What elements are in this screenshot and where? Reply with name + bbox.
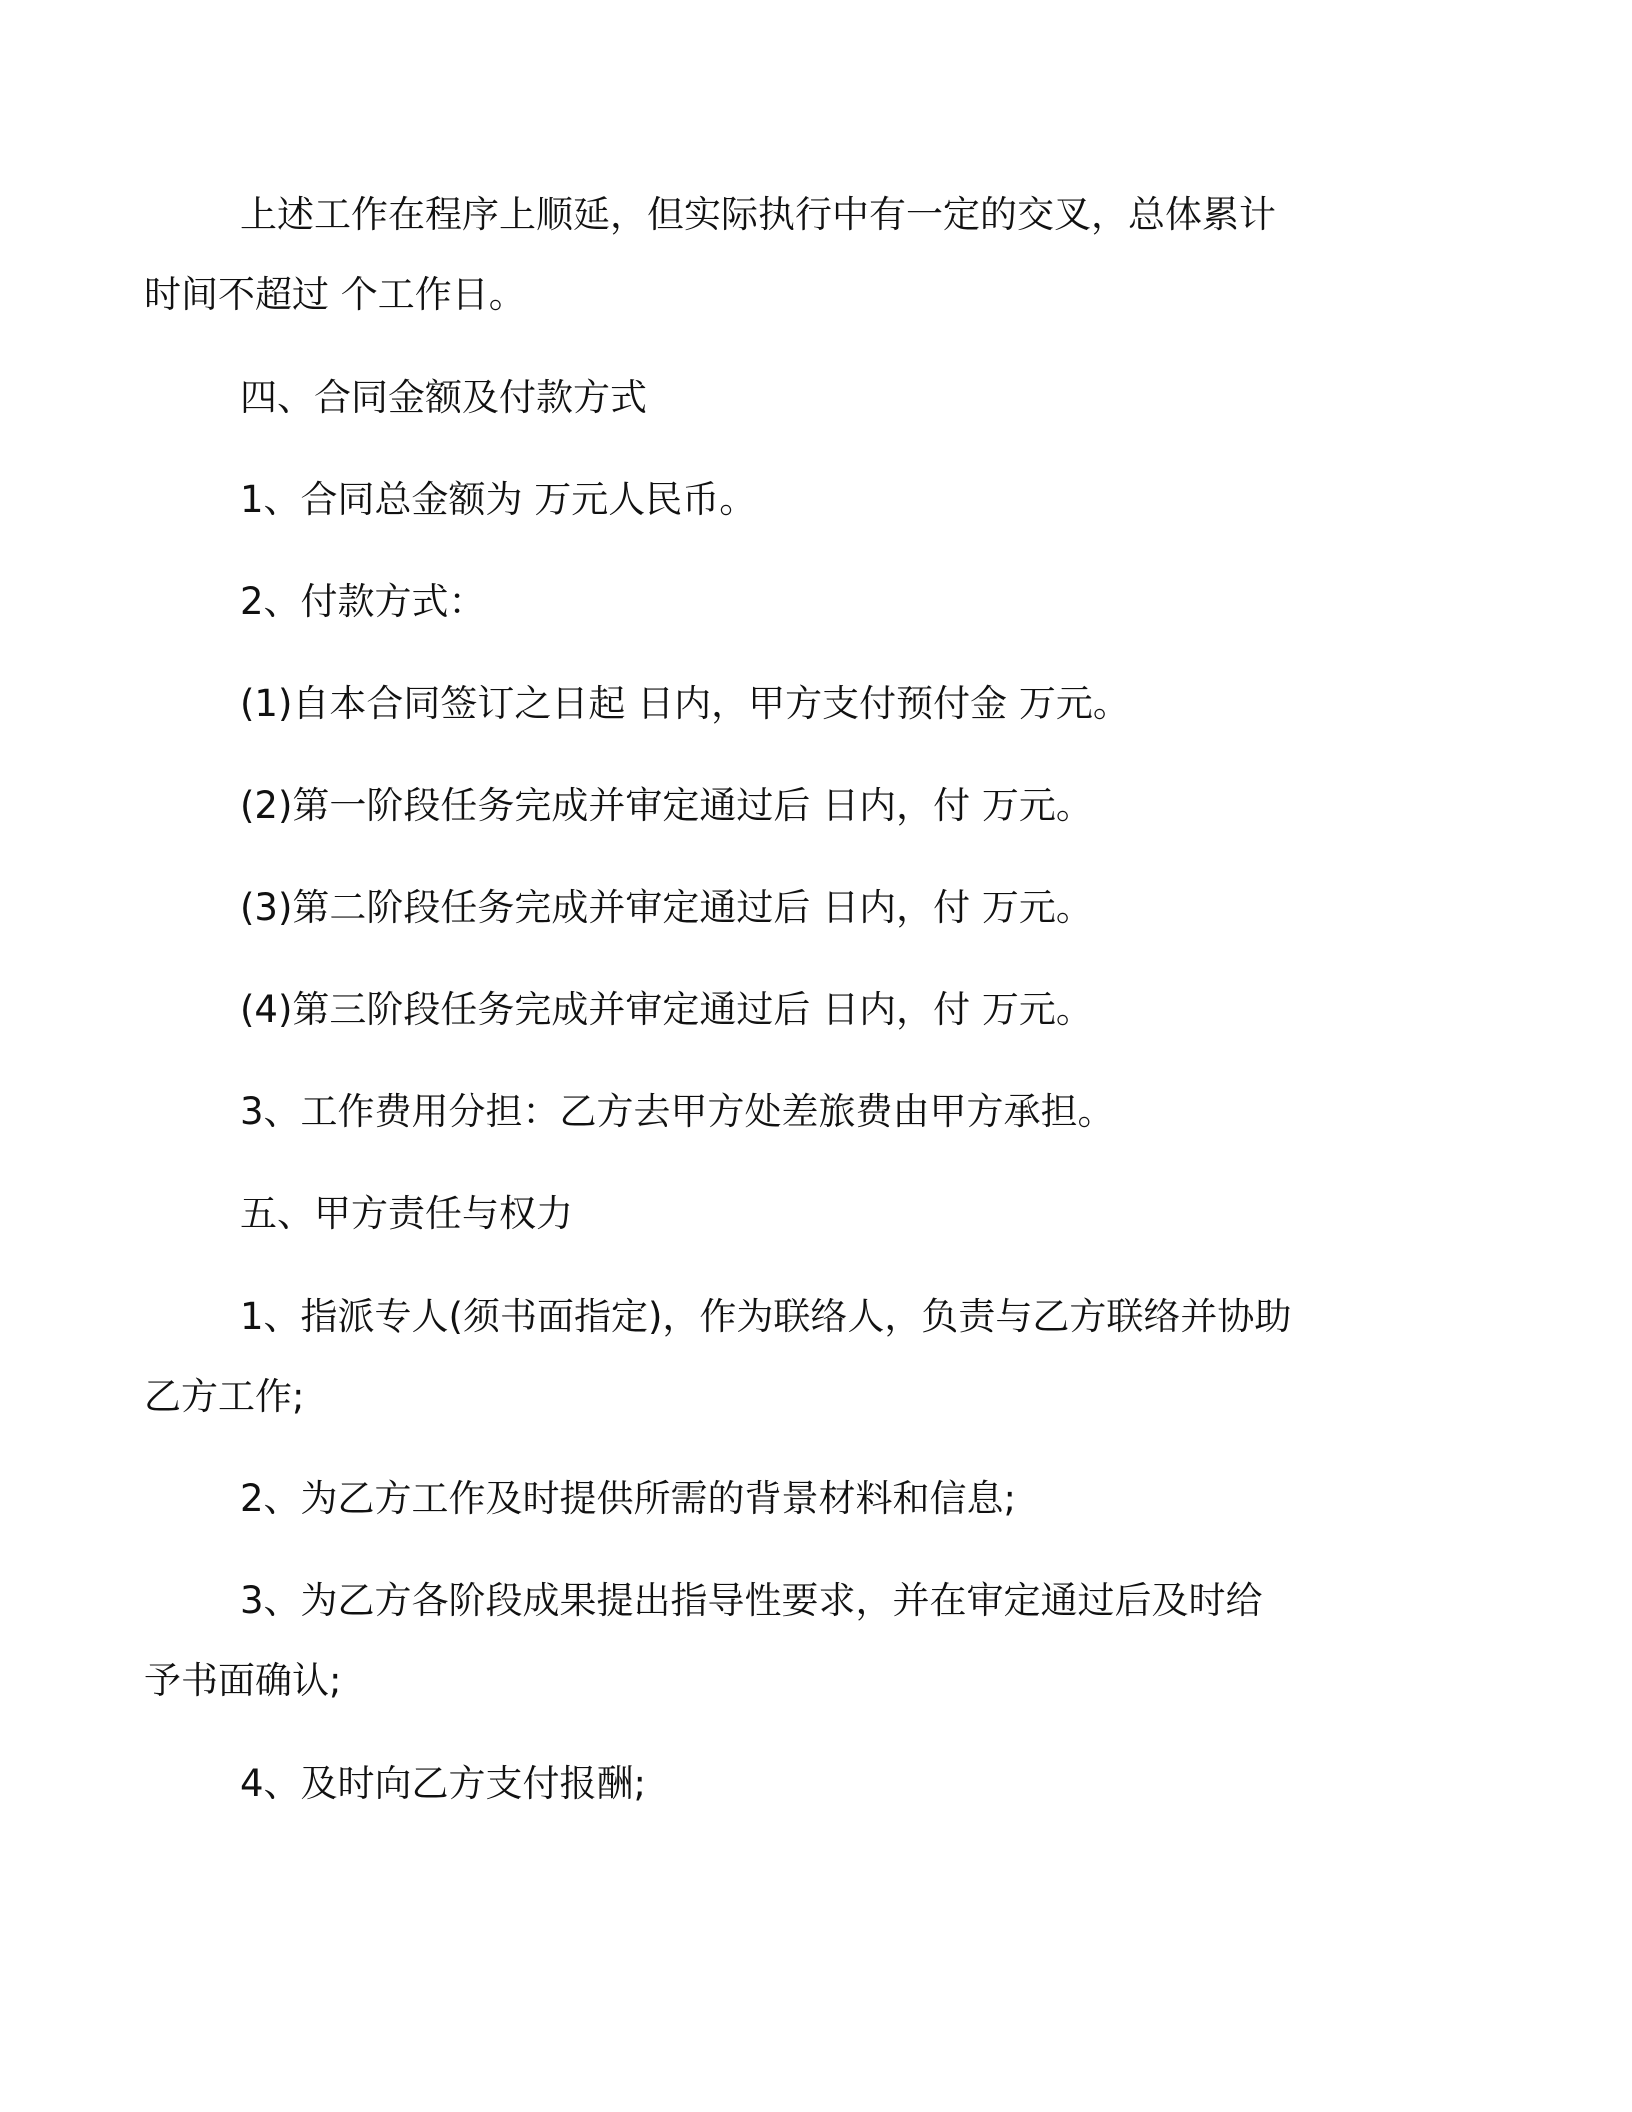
paragraph-line: 1、指派专人(须书面指定)，作为联络人，负责与乙方联络并协助 bbox=[240, 1295, 1292, 1338]
paragraph-party-a-duty-3 bbox=[144, 1561, 1420, 1721]
paragraph-total-amount bbox=[240, 460, 1420, 540]
paragraph-party-a-duty-1 bbox=[144, 1277, 1420, 1437]
paragraph-payment-method bbox=[240, 562, 1420, 642]
paragraph-line: (2)第一阶段任务完成并审定通过后 日内，付 万元。 bbox=[240, 784, 1093, 827]
paragraph-line: 2、付款方式： bbox=[240, 580, 486, 623]
section-heading-party-a-duties bbox=[240, 1174, 1420, 1254]
paragraph-schedule-summary bbox=[144, 175, 1420, 335]
paragraph-cost-sharing bbox=[240, 1072, 1420, 1152]
paragraph-payment-item-1 bbox=[240, 664, 1420, 744]
paragraph-party-a-duty-2 bbox=[240, 1459, 1420, 1539]
paragraph-payment-item-2 bbox=[240, 766, 1420, 846]
paragraph-line: (1)自本合同签订之日起 日内，甲方支付预付金 万元。 bbox=[240, 682, 1130, 725]
paragraph-line: 乙方工作; bbox=[144, 1375, 305, 1418]
paragraph-line: 3、为乙方各阶段成果提出指导性要求，并在审定通过后及时给 bbox=[240, 1579, 1263, 1622]
paragraph-line: 1、合同总金额为 万元人民币。 bbox=[240, 478, 757, 521]
paragraph-line: (4)第三阶段任务完成并审定通过后 日内，付 万元。 bbox=[240, 988, 1093, 1031]
paragraph-line: 2、为乙方工作及时提供所需的背景材料和信息; bbox=[240, 1477, 1017, 1520]
paragraph-party-a-duty-4 bbox=[240, 1744, 1420, 1824]
section-heading-text: 五、甲方责任与权力 bbox=[240, 1192, 573, 1235]
paragraph-line: 时间不超过 个工作日。 bbox=[144, 273, 526, 316]
section-heading-contract-amount bbox=[240, 358, 1420, 438]
paragraph-line: (3)第二阶段任务完成并审定通过后 日内，付 万元。 bbox=[240, 886, 1093, 929]
paragraph-payment-item-3 bbox=[240, 868, 1420, 948]
paragraph-line: 上述工作在程序上顺延，但实际执行中有一定的交叉，总体累计 bbox=[240, 193, 1276, 236]
paragraph-payment-item-4 bbox=[240, 970, 1420, 1050]
section-heading-text: 四、合同金额及付款方式 bbox=[240, 376, 647, 419]
paragraph-line: 4、及时向乙方支付报酬; bbox=[240, 1762, 647, 1805]
paragraph-line: 予书面确认; bbox=[144, 1659, 342, 1702]
paragraph-line: 3、工作费用分担：乙方去甲方处差旅费由甲方承担。 bbox=[240, 1090, 1115, 1133]
